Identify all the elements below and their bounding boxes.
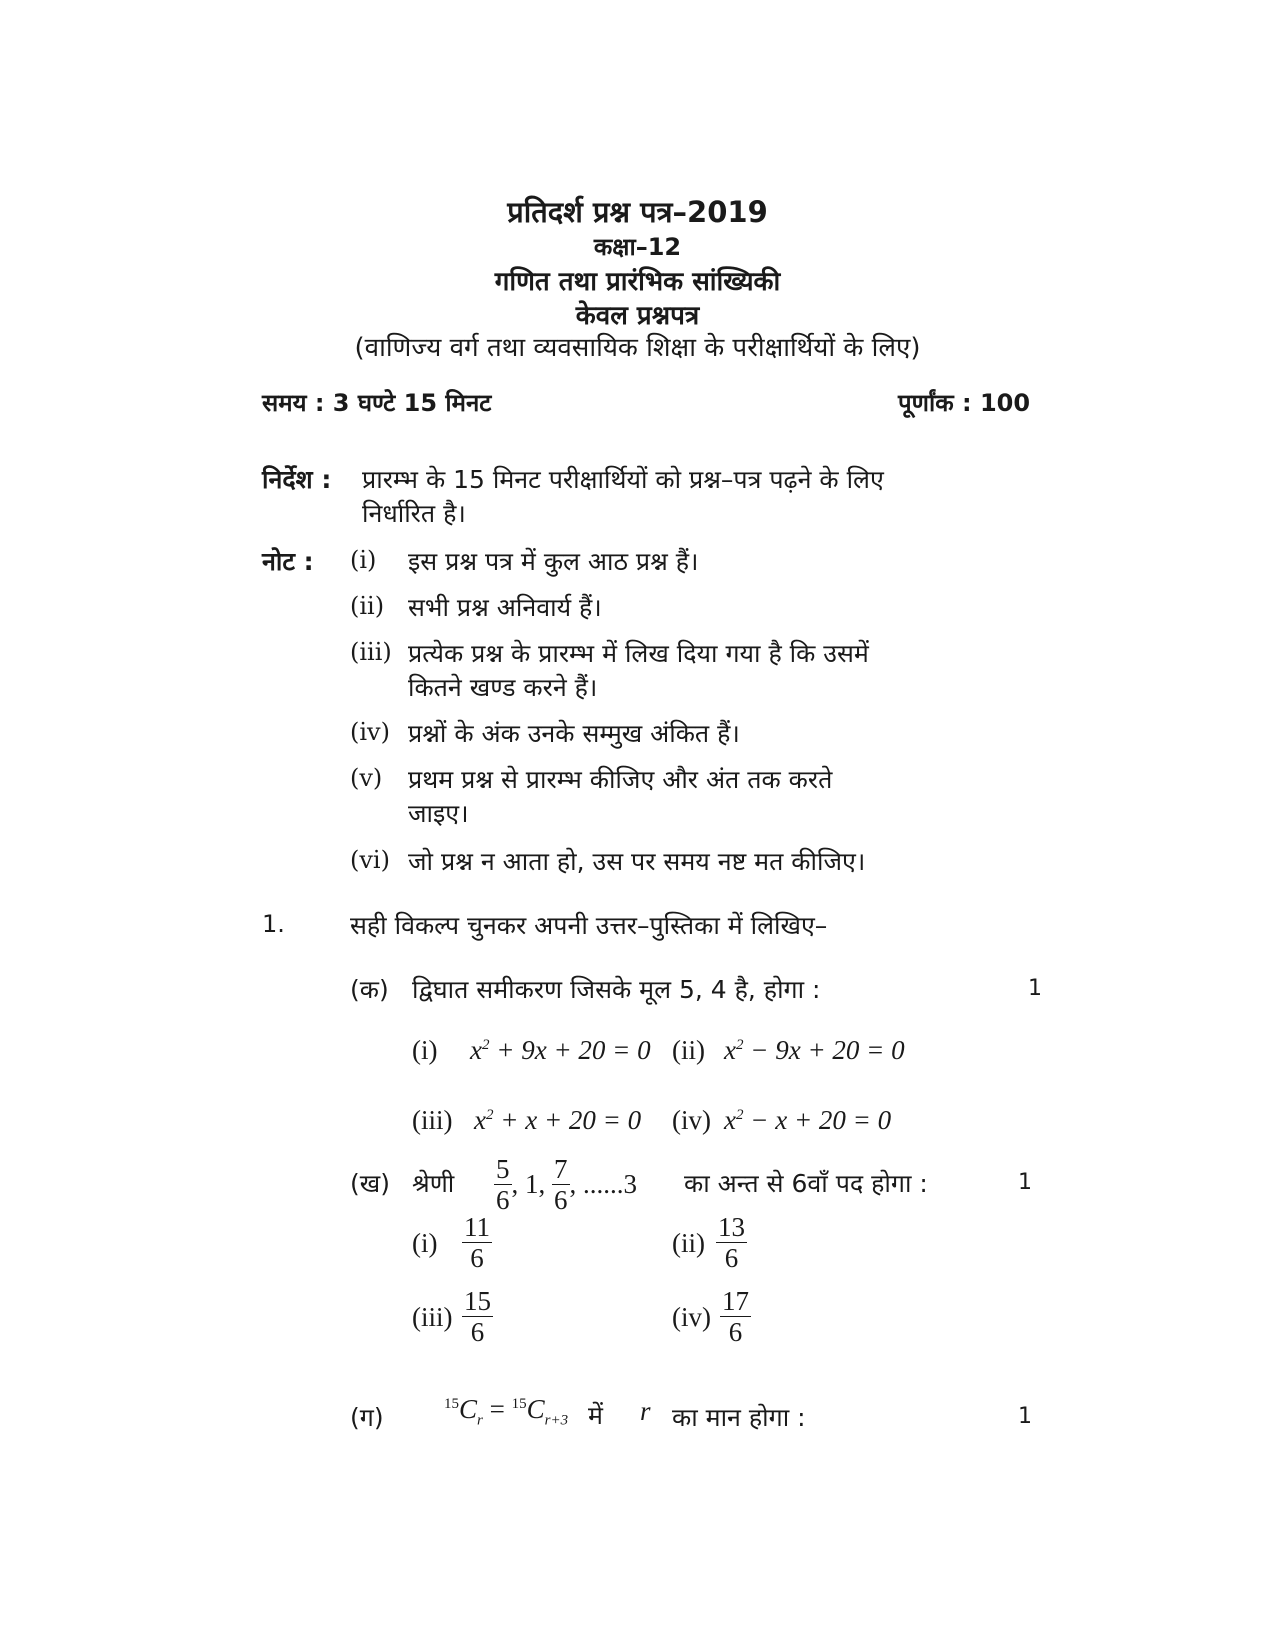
- class-label: कक्षा–12: [593, 233, 682, 261]
- instruction-line-2: निर्धारित है।: [362, 499, 466, 528]
- note-text: प्रथम प्रश्न से प्रारम्भ कीजिए और अंत तक करते: [408, 765, 833, 794]
- time-allowed: समय : 3 घण्टे 15 मिनट: [262, 389, 492, 417]
- note-label: नोट :: [262, 547, 314, 576]
- note-text: इस प्रश्न पत्र में कुल आठ प्रश्न हैं।: [408, 547, 699, 576]
- part-label: (ख): [350, 1169, 390, 1198]
- instruction-label: निर्देश :: [262, 465, 332, 494]
- part-label: (क): [350, 975, 389, 1004]
- question-text: सही विकल्प चुनकर अपनी उत्तर–पुस्तिका में लिखिए–: [350, 911, 828, 940]
- option-fraction: $\frac{15}{6}$: [464, 1286, 491, 1347]
- note-text: प्रश्नों के अंक उनके सम्मुख अंकित हैं।: [408, 719, 740, 748]
- max-marks: पूर्णांक : 100: [898, 389, 1031, 417]
- option-equation: $x^2 - x + 20 = 0$: [724, 1105, 892, 1135]
- combination-in: में: [588, 1401, 603, 1430]
- question-number: 1.: [262, 910, 285, 938]
- part-text: द्विघात समीकरण जिसके मूल 5, 4 है, होगा :: [412, 975, 821, 1004]
- part-marks: 1: [1018, 1404, 1032, 1429]
- note-num: (v): [350, 764, 383, 792]
- note-num: (vi): [350, 846, 390, 874]
- option-num: (iii): [412, 1302, 453, 1332]
- option-fraction: $\frac{17}{6}$: [722, 1286, 749, 1347]
- paper-title: प्रतिदर्श प्रश्न पत्र–2019: [507, 195, 768, 229]
- part-marks: 1: [1028, 976, 1042, 1001]
- option-num: (iv): [672, 1105, 711, 1135]
- note-num: (iv): [350, 718, 390, 746]
- option-fraction: $\frac{13}{6}$: [718, 1212, 745, 1273]
- option-num: (i): [412, 1035, 438, 1065]
- option-equation: $x^2 + x + 20 = 0$: [474, 1105, 642, 1135]
- variable-r: r: [640, 1396, 651, 1426]
- series-expression: $\frac{5}{6}$ , 1, $\frac{7}{6}$ , ......3: [496, 1154, 637, 1215]
- note-text: जो प्रश्न न आता हो, उस पर समय नष्ट मत कीजिए।: [408, 847, 866, 876]
- option-fraction: $\frac{11}{6}$: [464, 1212, 490, 1273]
- option-equation: $x^2 + 9x + 20 = 0$: [470, 1035, 651, 1065]
- audience-note: (वाणिज्य वर्ग तथा व्यवसायिक शिक्षा के परीक्षार्थियों के लिए): [354, 333, 921, 363]
- paper-type: केवल प्रश्नपत्र: [575, 301, 700, 331]
- note-num: (ii): [350, 592, 385, 620]
- instruction-line-1: प्रारम्भ के 15 मिनट परीक्षार्थियों को प्रश्न–पत्र पढ़ने के लिए: [362, 465, 884, 494]
- option-num: (i): [412, 1228, 438, 1258]
- part-text: का मान होगा :: [672, 1403, 806, 1432]
- series-fraction: $\frac{5}{6}$: [496, 1154, 510, 1215]
- part-marks: 1: [1018, 1170, 1032, 1195]
- series-word: श्रेणी: [412, 1169, 455, 1198]
- option-equation: $x^2 - 9x + 20 = 0$: [724, 1035, 905, 1065]
- note-text: प्रत्येक प्रश्न के प्रारम्भ में लिख दिया गया है कि उसमें: [408, 639, 869, 668]
- subject-title: गणित तथा प्रारंभिक सांख्यिकी: [494, 267, 781, 297]
- note-text-cont: कितने खण्ड करने हैं।: [408, 673, 598, 702]
- series-fraction: $\frac{7}{6}$: [554, 1154, 568, 1215]
- note-num: (i): [350, 546, 377, 574]
- option-num: (iv): [672, 1302, 711, 1332]
- part-text: का अन्त से 6वाँ पद होगा :: [684, 1169, 928, 1198]
- option-num: (ii): [672, 1035, 705, 1065]
- combination-equation: $^{15}C_r = ^{15}C_{r+3}$: [444, 1394, 569, 1429]
- option-num: (ii): [672, 1228, 705, 1258]
- part-label: (ग): [350, 1403, 384, 1432]
- option-num: (iii): [412, 1105, 453, 1135]
- note-text-cont: जाइए।: [408, 799, 469, 828]
- note-num: (iii): [350, 638, 392, 666]
- note-text: सभी प्रश्न अनिवार्य हैं।: [408, 593, 602, 622]
